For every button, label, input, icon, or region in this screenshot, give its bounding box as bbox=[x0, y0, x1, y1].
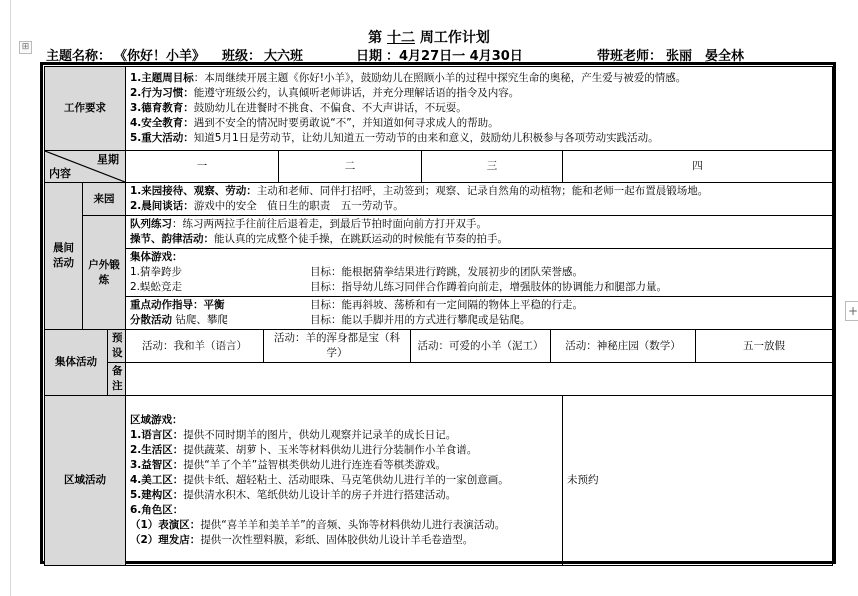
area-item: 1.语言区：提供不同时期羊的图片，供幼儿观察并记录羊的成长日记。 bbox=[130, 429, 457, 441]
date-value: ：4月27日一 4月30日 bbox=[386, 49, 523, 64]
activity-thursday: 活动：神秘庄园（数学） bbox=[551, 330, 696, 363]
group-activity-plan-row bbox=[45, 330, 833, 363]
requirement-item: 2.行为习惯：能遵守班级公约，认真倾听老师讲话，并充分理解话语的指令及内容。 bbox=[130, 87, 520, 99]
area-activity-row bbox=[45, 396, 833, 566]
outdoor-drill-row bbox=[45, 216, 833, 249]
unbooked-cell: 未预约 bbox=[563, 396, 833, 566]
activity-tuesday: 活动：羊的浑身都是宝（科学） bbox=[264, 330, 411, 363]
requirement-item: 3.德育教育：鼓励幼儿在进餐时不挑食、不偏食、不大声讲话，不玩耍。 bbox=[130, 102, 467, 114]
game-item: 1.猜拳跨步 目标：能根据猜拳结果进行跨跳，发展初步的团队荣誉感。 bbox=[130, 266, 583, 278]
date-label: 日期 bbox=[356, 49, 383, 64]
note-content bbox=[126, 363, 833, 396]
arrival-label: 来园 bbox=[83, 183, 126, 216]
title-prefix: 第 bbox=[368, 30, 383, 46]
game-item: 2.蜈蚣竞走 目标：指导幼儿练习同伴合作蹲着向前走，增强肢体的协调能力和腿部力量。 bbox=[130, 281, 667, 293]
day-header-1: 一 bbox=[126, 151, 279, 183]
activity-monday: 活动：我和羊（语言） bbox=[126, 330, 264, 363]
key-action-row bbox=[45, 297, 833, 330]
add-column-icon[interactable]: + bbox=[845, 301, 858, 321]
teacher-value: 张丽 晏全林 bbox=[666, 49, 745, 64]
outdoor-drill-content: 队列练习：练习两两拉手往前往后退着走，到最后节拍时面向前方打开双手。 操节、韵律活动：能认真的完成整个徒手操，在跳跃运动的时候能有节奏的拍手。 bbox=[126, 216, 833, 249]
group-activity-note-row bbox=[45, 363, 833, 396]
requirement-item: 1.主题周目标：本周继续开展主题《你好!小羊》，鼓励幼儿在照顾小羊的过程中探究生命的奥秘，产生爱与被爱的情感。 bbox=[130, 72, 687, 84]
area-item: 6.角色区： bbox=[130, 504, 184, 516]
area-item: 3.益智区：提供“羊了个羊”益智棋类供幼儿进行连连看等棋类游戏。 bbox=[130, 459, 447, 471]
activity-wednesday: 活动：可爱的小羊（泥工） bbox=[411, 330, 551, 363]
day-header-2: 二 bbox=[279, 151, 422, 183]
title-suffix: 周工作计划 bbox=[419, 30, 490, 46]
table-move-handle-icon[interactable]: ⊞ bbox=[19, 41, 32, 54]
theme-label: 主题名称： bbox=[46, 49, 112, 64]
area-item: 5.建构区：提供清水积木、笔纸供幼儿设计羊的房子并进行搭建活动。 bbox=[130, 489, 457, 501]
class-label: 班级： bbox=[222, 49, 262, 64]
corner-weekday-label: 星期 bbox=[97, 153, 119, 166]
class-value: 大六班 bbox=[264, 49, 304, 64]
activity-friday: 五一放假 bbox=[696, 330, 833, 363]
work-requirements-label: 工作要求 bbox=[45, 67, 126, 151]
group-games-row bbox=[45, 249, 833, 297]
weekly-plan-table bbox=[44, 66, 833, 566]
area-activity-label: 区域活动 bbox=[45, 396, 126, 566]
day-header-4: 四 bbox=[563, 151, 833, 183]
arrival-content: 1.来园接待、观察、劳动：主动和老师、同伴打招呼，主动签到；观察、记录自然角的动植物；能和老师一起布置晨锻场地。 2.晨间谈话：游戏中的安全 值日生的职责 五一劳动节。 bbox=[126, 183, 833, 216]
morning-activity-label: 晨间活动 bbox=[45, 183, 83, 330]
page-title bbox=[0, 27, 858, 47]
area-item: 2.生活区：提供蔬菜、胡萝卜、玉米等材料供幼儿进行分装制作小羊食谱。 bbox=[130, 444, 478, 456]
weekday-corner-cell bbox=[45, 151, 126, 183]
theme-value: 《你好！小羊》 bbox=[114, 49, 206, 64]
plan-label: 预设 bbox=[108, 330, 126, 363]
teacher-label: 带班老师： bbox=[597, 49, 663, 64]
note-label: 备注 bbox=[108, 363, 126, 396]
arrival-row bbox=[45, 183, 833, 216]
day-header-3: 三 bbox=[422, 151, 563, 183]
work-requirements-content bbox=[126, 67, 833, 151]
area-activity-content: 区域游戏： 1.语言区：提供不同时期羊的图片，供幼儿观察并记录羊的成长日记。 2.生活区：提供蔬菜、胡萝卜、玉米等材料供幼儿进行分装制作小羊食谱。 3.益智区：提供“羊了个羊”益智棋类供幼儿进行连连看等棋类游戏。 4.美工区：提供卡纸、超轻粘土、活动眼珠、马克笔供幼儿进行羊的一家创意画。 5.建构区：提供清水积木、笔纸供幼儿设计羊的房子并进行搭建活动。 6.角色区： （1）表演区：提供“喜羊羊和美羊羊”的音频、头饰等材料供幼儿进行表演活动。 （2）理发店：提供一次性塑料膜，彩纸、固体胶供幼儿设计羊毛卷造型。 bbox=[126, 396, 563, 566]
key-action-content: 重点动作指导：平衡 目标：能再斜坡、荡桥和有一定间隔的物体上平稳的行走。 分散活动 钻爬、攀爬 目标：能以手脚并用的方式进行攀爬或是钻爬。 bbox=[126, 297, 833, 330]
requirement-item: 4.安全教育：遇到不安全的情况时要勇敢说“不”，并知道如何寻求成人的帮助。 bbox=[130, 117, 499, 129]
area-item: （2）理发店：提供一次性塑料膜，彩纸、固体胶供幼儿设计羊毛卷造型。 bbox=[130, 534, 474, 546]
plan-header bbox=[46, 45, 836, 64]
group-games-content: 集体游戏： 1.猜拳跨步 目标：能根据猜拳结果进行跨跳，发展初步的团队荣誉感。 2.蜈蚣竞走 目标：指导幼儿练习同伴合作蹲着向前走，增强肢体的协调能力和腿部力量。 bbox=[126, 249, 833, 297]
weekday-header-row bbox=[45, 151, 833, 183]
corner-content-label: 内容 bbox=[49, 167, 71, 180]
group-activity-label: 集体活动 bbox=[45, 330, 108, 396]
area-item: （1）表演区：提供“喜羊羊和美羊羊”的音频、头饰等材料供幼儿进行表演活动。 bbox=[130, 519, 506, 531]
outdoor-exercise-label: 户外锻炼 bbox=[83, 216, 126, 330]
title-week-number: 十二 bbox=[387, 30, 415, 46]
requirement-item: 5.重大活动：知道5月1日是劳动节，让幼儿知道五一劳动节的由来和意义，鼓励幼儿积极参与各项劳动实践活动。 bbox=[130, 132, 659, 144]
area-item: 4.美工区：提供卡纸、超轻粘土、活动眼珠、马克笔供幼儿进行羊的一家创意画。 bbox=[130, 474, 509, 486]
work-requirements-row bbox=[45, 67, 833, 151]
page-margin-rule bbox=[10, 0, 11, 596]
